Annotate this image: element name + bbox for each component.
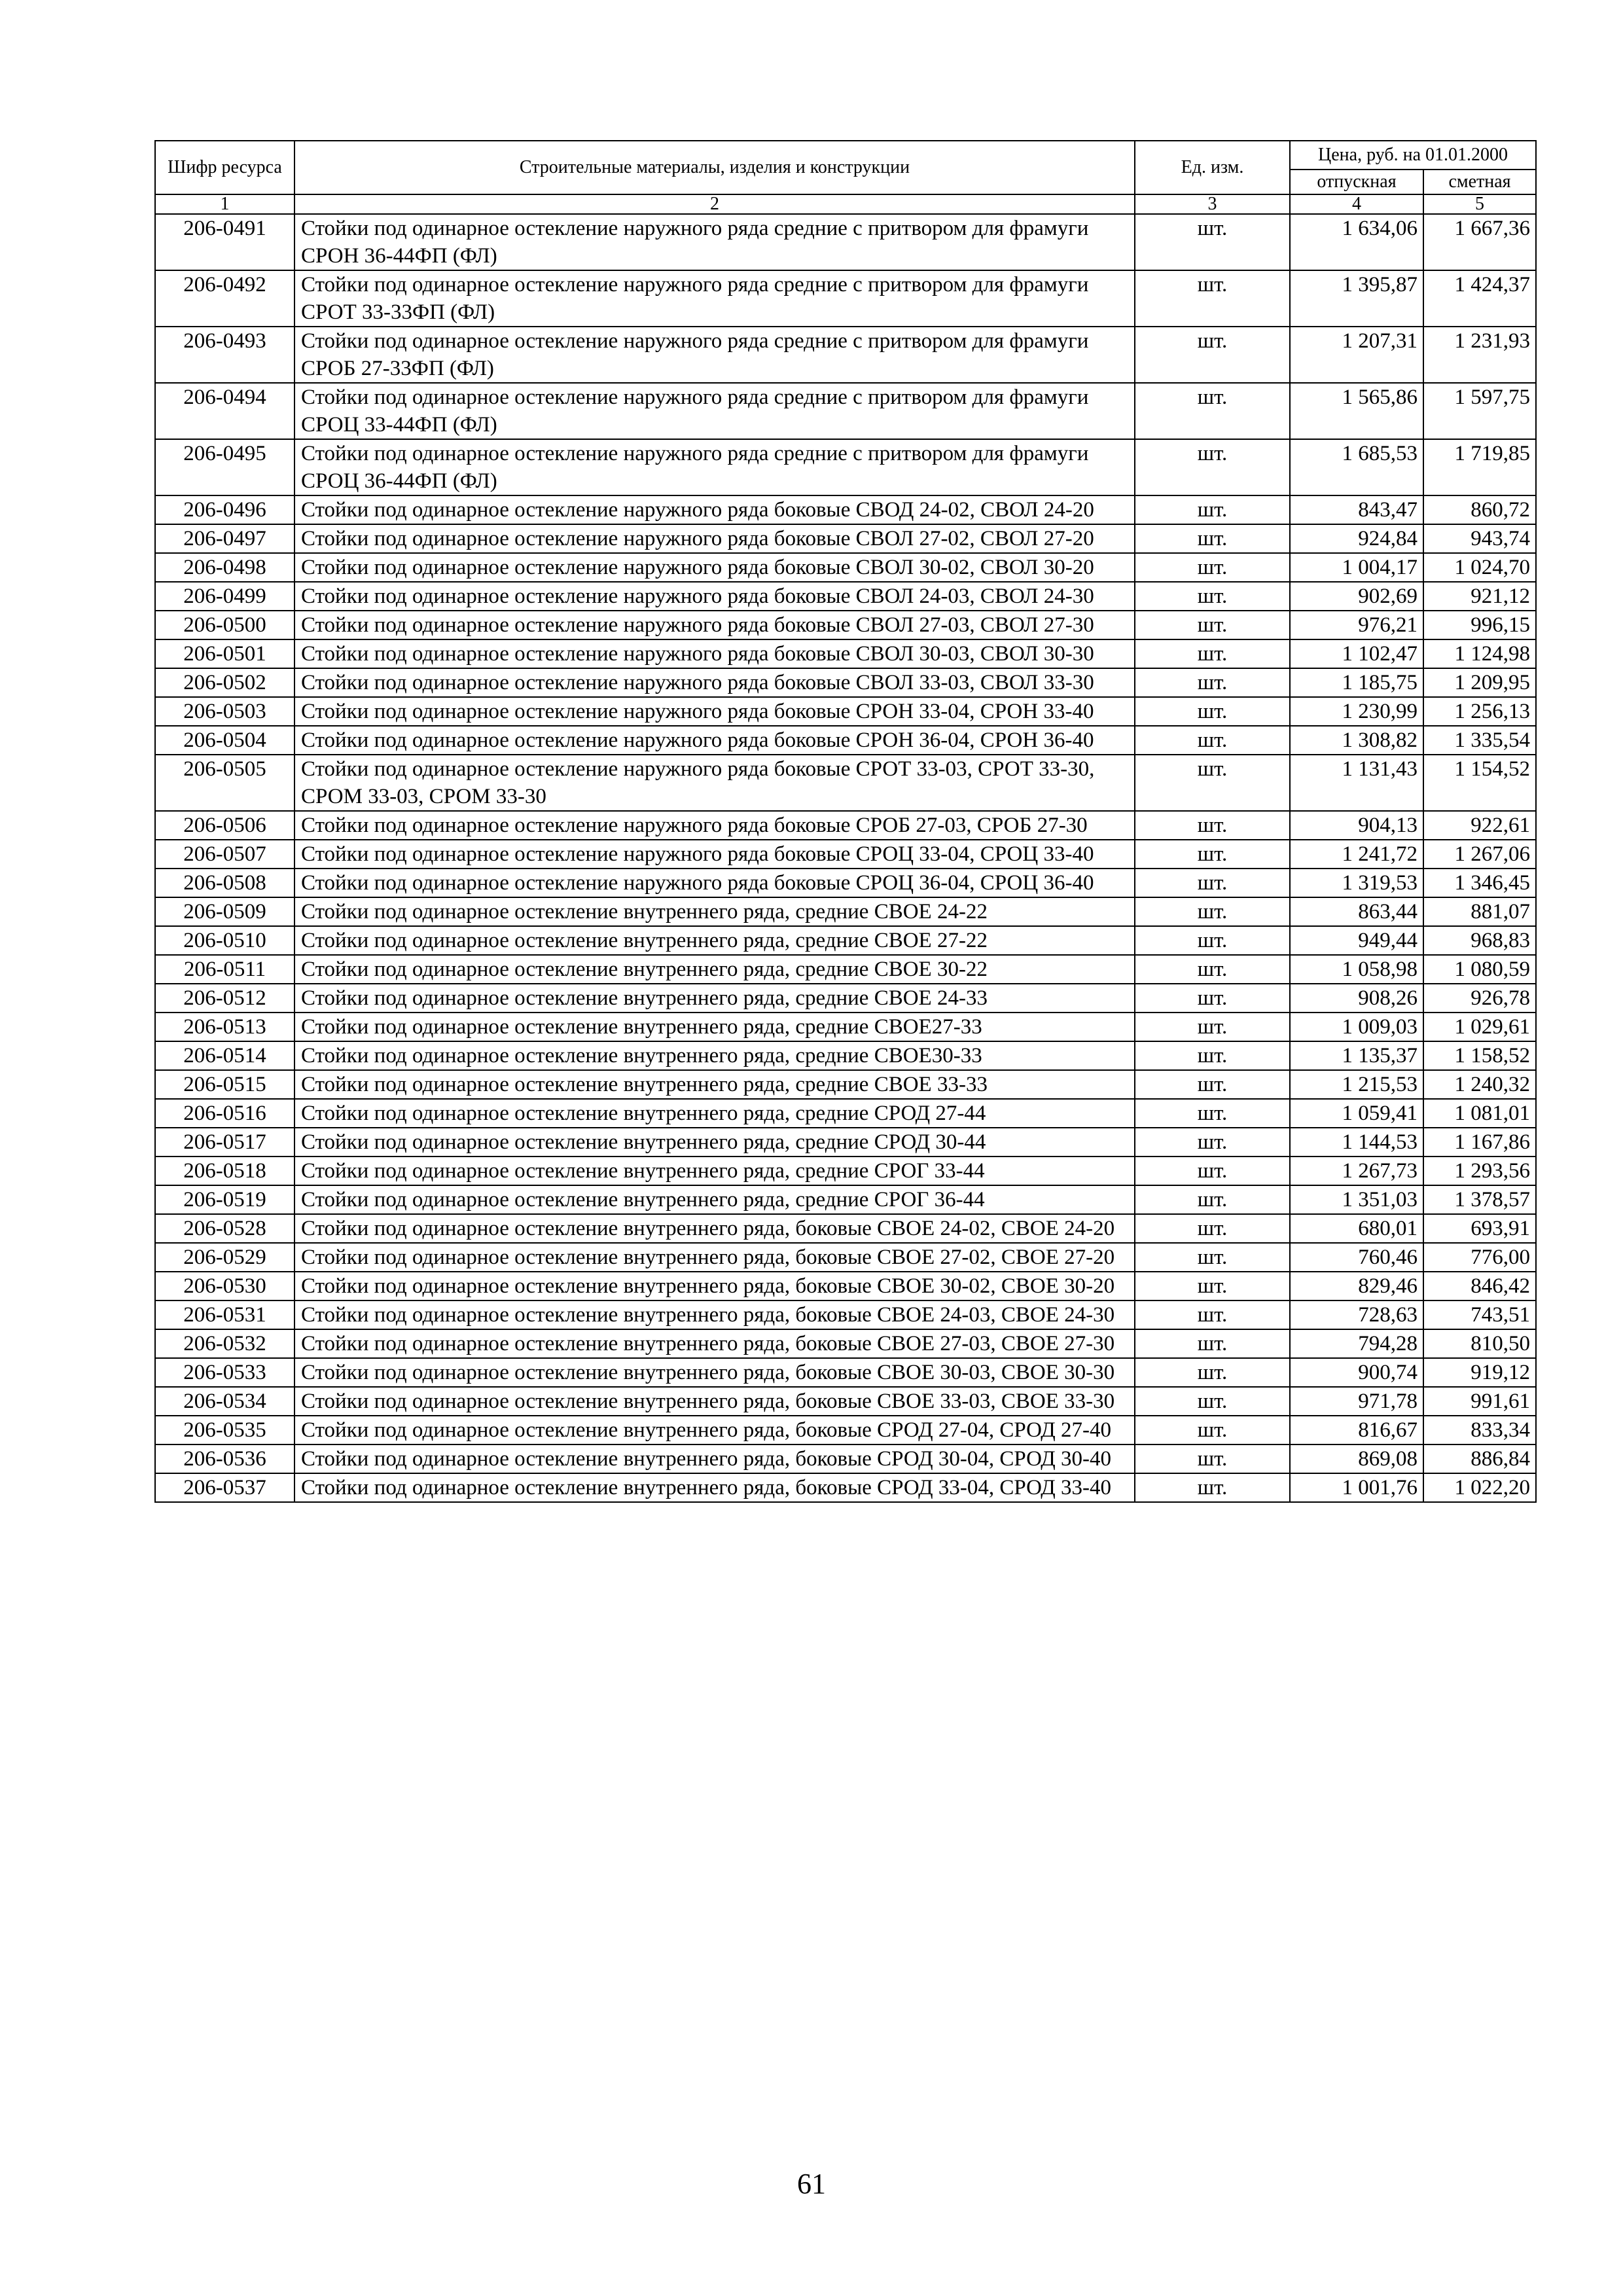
table-row <box>155 1272 1536 1300</box>
header-estimate: сметная <box>1423 170 1536 194</box>
row-release-price: 1 319,53 <box>1290 869 1423 897</box>
row-estimate-price: 886,84 <box>1423 1444 1536 1473</box>
row-estimate-price: 810,50 <box>1423 1329 1536 1358</box>
table-row <box>155 1358 1536 1387</box>
row-estimate-price: 693,91 <box>1423 1214 1536 1243</box>
row-code: 206-0497 <box>155 524 294 553</box>
table-row <box>155 214 1536 270</box>
col-number-4: 4 <box>1290 194 1423 214</box>
row-name: Стойки под одинарное остекление наружного ряда боковые СРОТ 33-03, СРОТ 33-30, СРОМ 33-03, СРОМ 33-30 <box>294 755 1135 811</box>
row-unit: шт. <box>1135 495 1290 524</box>
row-release-price: 904,13 <box>1290 811 1423 840</box>
header-unit: Ед. изм. <box>1135 141 1290 194</box>
row-release-price: 1 215,53 <box>1290 1070 1423 1099</box>
row-unit: шт. <box>1135 1128 1290 1157</box>
row-code: 206-0528 <box>155 1214 294 1243</box>
row-code: 206-0507 <box>155 840 294 869</box>
header-name: Строительные материалы, изделия и конструкции <box>294 141 1135 194</box>
table-row <box>155 1185 1536 1214</box>
row-estimate-price: 1 424,37 <box>1423 270 1536 327</box>
row-unit: шт. <box>1135 1185 1290 1214</box>
row-unit: шт. <box>1135 1013 1290 1041</box>
table-row <box>155 1070 1536 1099</box>
row-name: Стойки под одинарное остекление наружного ряда средние с притвором для фрамуги СРОТ 33-33ФП (ФЛ) <box>294 270 1135 327</box>
row-release-price: 1 185,75 <box>1290 668 1423 697</box>
row-code: 206-0509 <box>155 897 294 926</box>
row-name: Стойки под одинарное остекление наружного ряда боковые СВОЛ 24-03, СВОЛ 24-30 <box>294 582 1135 611</box>
row-code: 206-0532 <box>155 1329 294 1358</box>
row-code: 206-0534 <box>155 1387 294 1416</box>
row-code: 206-0505 <box>155 755 294 811</box>
row-code: 206-0516 <box>155 1099 294 1128</box>
row-name: Стойки под одинарное остекление наружного ряда боковые СРОН 33-04, СРОН 33-40 <box>294 697 1135 726</box>
row-estimate-price: 1 719,85 <box>1423 439 1536 495</box>
row-name: Стойки под одинарное остекление внутреннего ряда, боковые СВОЕ 33-03, СВОЕ 33-30 <box>294 1387 1135 1416</box>
header-price: Цена, руб. на 01.01.2000 <box>1290 141 1536 170</box>
table-row <box>155 1013 1536 1041</box>
row-estimate-price: 1 346,45 <box>1423 869 1536 897</box>
table-row <box>155 1473 1536 1502</box>
table-row <box>155 1128 1536 1157</box>
row-release-price: 900,74 <box>1290 1358 1423 1387</box>
row-estimate-price: 922,61 <box>1423 811 1536 840</box>
row-unit: шт. <box>1135 1099 1290 1128</box>
row-code: 206-0499 <box>155 582 294 611</box>
row-unit: шт. <box>1135 524 1290 553</box>
row-estimate-price: 1 378,57 <box>1423 1185 1536 1214</box>
row-estimate-price: 1 081,01 <box>1423 1099 1536 1128</box>
row-name: Стойки под одинарное остекление внутреннего ряда, боковые СВОЕ 30-03, СВОЕ 30-30 <box>294 1358 1135 1387</box>
row-unit: шт. <box>1135 668 1290 697</box>
row-release-price: 829,46 <box>1290 1272 1423 1300</box>
table-row <box>155 383 1536 439</box>
row-estimate-price: 1 267,06 <box>1423 840 1536 869</box>
col-number-5: 5 <box>1423 194 1536 214</box>
row-release-price: 1 058,98 <box>1290 955 1423 984</box>
row-release-price: 1 565,86 <box>1290 383 1423 439</box>
row-estimate-price: 833,34 <box>1423 1416 1536 1444</box>
row-code: 206-0494 <box>155 383 294 439</box>
row-release-price: 760,46 <box>1290 1243 1423 1272</box>
row-unit: шт. <box>1135 1272 1290 1300</box>
row-code: 206-0533 <box>155 1358 294 1387</box>
row-unit: шт. <box>1135 1358 1290 1387</box>
row-unit: шт. <box>1135 1444 1290 1473</box>
price-table <box>154 140 1537 1503</box>
row-name: Стойки под одинарное остекление внутреннего ряда, боковые СРОД 33-04, СРОД 33-40 <box>294 1473 1135 1502</box>
row-name: Стойки под одинарное остекление наружного ряда средние с притвором для фрамуги СРОН 36-44ФП (ФЛ) <box>294 214 1135 270</box>
row-name: Стойки под одинарное остекление внутреннего ряда, средние СРОГ 36-44 <box>294 1185 1135 1214</box>
row-unit: шт. <box>1135 1473 1290 1502</box>
table-row <box>155 495 1536 524</box>
row-release-price: 816,67 <box>1290 1416 1423 1444</box>
row-release-price: 1 241,72 <box>1290 840 1423 869</box>
row-code: 206-0535 <box>155 1416 294 1444</box>
table-row <box>155 726 1536 755</box>
row-estimate-price: 1 124,98 <box>1423 639 1536 668</box>
table-row <box>155 270 1536 327</box>
table-row <box>155 1041 1536 1070</box>
row-release-price: 949,44 <box>1290 926 1423 955</box>
table-row <box>155 1157 1536 1185</box>
row-release-price: 908,26 <box>1290 984 1423 1013</box>
row-release-price: 1 135,37 <box>1290 1041 1423 1070</box>
row-code: 206-0513 <box>155 1013 294 1041</box>
col-number-2: 2 <box>294 194 1135 214</box>
row-code: 206-0512 <box>155 984 294 1013</box>
row-code: 206-0519 <box>155 1185 294 1214</box>
row-unit: шт. <box>1135 840 1290 869</box>
row-name: Стойки под одинарное остекление внутреннего ряда, боковые СРОД 27-04, СРОД 27-40 <box>294 1416 1135 1444</box>
header-code: Шифр ресурса <box>155 141 294 194</box>
row-code: 206-0496 <box>155 495 294 524</box>
row-name: Стойки под одинарное остекление внутреннего ряда, средние СРОД 27-44 <box>294 1099 1135 1128</box>
row-name: Стойки под одинарное остекление внутреннего ряда, средние СВОЕ 30-22 <box>294 955 1135 984</box>
row-unit: шт. <box>1135 755 1290 811</box>
row-code: 206-0537 <box>155 1473 294 1502</box>
row-unit: шт. <box>1135 1214 1290 1243</box>
row-name: Стойки под одинарное остекление наружного ряда боковые СВОД 24-02, СВОЛ 24-20 <box>294 495 1135 524</box>
row-code: 206-0511 <box>155 955 294 984</box>
row-code: 206-0491 <box>155 214 294 270</box>
row-release-price: 1 102,47 <box>1290 639 1423 668</box>
row-name: Стойки под одинарное остекление наружного ряда боковые СВОЛ 30-02, СВОЛ 30-20 <box>294 553 1135 582</box>
table-row <box>155 439 1536 495</box>
table-row <box>155 524 1536 553</box>
row-estimate-price: 1 231,93 <box>1423 327 1536 383</box>
row-estimate-price: 919,12 <box>1423 1358 1536 1387</box>
row-release-price: 924,84 <box>1290 524 1423 553</box>
row-release-price: 680,01 <box>1290 1214 1423 1243</box>
row-name: Стойки под одинарное остекление наружного ряда боковые СРОН 36-04, СРОН 36-40 <box>294 726 1135 755</box>
row-unit: шт. <box>1135 553 1290 582</box>
row-release-price: 1 634,06 <box>1290 214 1423 270</box>
row-code: 206-0492 <box>155 270 294 327</box>
row-estimate-price: 1 293,56 <box>1423 1157 1536 1185</box>
row-code: 206-0504 <box>155 726 294 755</box>
row-name: Стойки под одинарное остекление наружного ряда средние с притвором для фрамуги СРОЦ 36-44ФП (ФЛ) <box>294 439 1135 495</box>
row-release-price: 728,63 <box>1290 1300 1423 1329</box>
row-unit: шт. <box>1135 1243 1290 1272</box>
row-name: Стойки под одинарное остекление наружного ряда боковые СВОЛ 33-03, СВОЛ 33-30 <box>294 668 1135 697</box>
table-row <box>155 755 1536 811</box>
table-row <box>155 1329 1536 1358</box>
row-unit: шт. <box>1135 726 1290 755</box>
row-release-price: 869,08 <box>1290 1444 1423 1473</box>
row-release-price: 1 267,73 <box>1290 1157 1423 1185</box>
row-release-price: 794,28 <box>1290 1329 1423 1358</box>
row-unit: шт. <box>1135 897 1290 926</box>
row-release-price: 1 009,03 <box>1290 1013 1423 1041</box>
row-release-price: 902,69 <box>1290 582 1423 611</box>
row-code: 206-0503 <box>155 697 294 726</box>
row-unit: шт. <box>1135 214 1290 270</box>
row-release-price: 976,21 <box>1290 611 1423 639</box>
row-release-price: 1 059,41 <box>1290 1099 1423 1128</box>
row-code: 206-0500 <box>155 611 294 639</box>
row-release-price: 1 131,43 <box>1290 755 1423 811</box>
row-code: 206-0531 <box>155 1300 294 1329</box>
page-number: 61 <box>797 2168 826 2200</box>
col-number-1: 1 <box>155 194 294 214</box>
row-release-price: 1 230,99 <box>1290 697 1423 726</box>
row-name: Стойки под одинарное остекление наружного ряда средние с притвором для фрамуги СРОЦ 33-44ФП (ФЛ) <box>294 383 1135 439</box>
row-estimate-price: 1 240,32 <box>1423 1070 1536 1099</box>
row-estimate-price: 1 667,36 <box>1423 214 1536 270</box>
row-release-price: 1 004,17 <box>1290 553 1423 582</box>
row-name: Стойки под одинарное остекление внутреннего ряда, средние СВОЕ30-33 <box>294 1041 1135 1070</box>
row-code: 206-0493 <box>155 327 294 383</box>
row-code: 206-0530 <box>155 1272 294 1300</box>
row-name: Стойки под одинарное остекление наружного ряда боковые СРОБ 27-03, СРОБ 27-30 <box>294 811 1135 840</box>
table-body <box>155 214 1536 1502</box>
row-code: 206-0514 <box>155 1041 294 1070</box>
row-release-price: 1 308,82 <box>1290 726 1423 755</box>
row-code: 206-0498 <box>155 553 294 582</box>
row-estimate-price: 1 080,59 <box>1423 955 1536 984</box>
table-row <box>155 668 1536 697</box>
row-name: Стойки под одинарное остекление наружного ряда боковые СВОЛ 27-02, СВОЛ 27-20 <box>294 524 1135 553</box>
row-release-price: 843,47 <box>1290 495 1423 524</box>
table-row <box>155 327 1536 383</box>
row-name: Стойки под одинарное остекление внутреннего ряда, средние СВОЕ 27-22 <box>294 926 1135 955</box>
row-estimate-price: 968,83 <box>1423 926 1536 955</box>
row-estimate-price: 1 256,13 <box>1423 697 1536 726</box>
row-unit: шт. <box>1135 1041 1290 1070</box>
row-name: Стойки под одинарное остекление внутреннего ряда, средние СВОЕ 33-33 <box>294 1070 1135 1099</box>
row-estimate-price: 1 597,75 <box>1423 383 1536 439</box>
row-estimate-price: 881,07 <box>1423 897 1536 926</box>
table-row <box>155 897 1536 926</box>
row-unit: шт. <box>1135 697 1290 726</box>
table-row <box>155 869 1536 897</box>
row-estimate-price: 846,42 <box>1423 1272 1536 1300</box>
table-row <box>155 582 1536 611</box>
row-estimate-price: 743,51 <box>1423 1300 1536 1329</box>
row-unit: шт. <box>1135 1416 1290 1444</box>
row-unit: шт. <box>1135 926 1290 955</box>
row-name: Стойки под одинарное остекление наружного ряда боковые СВОЛ 27-03, СВОЛ 27-30 <box>294 611 1135 639</box>
table-row <box>155 1243 1536 1272</box>
table-row <box>155 611 1536 639</box>
row-estimate-price: 1 335,54 <box>1423 726 1536 755</box>
row-estimate-price: 926,78 <box>1423 984 1536 1013</box>
row-code: 206-0495 <box>155 439 294 495</box>
row-unit: шт. <box>1135 270 1290 327</box>
row-estimate-price: 1 167,86 <box>1423 1128 1536 1157</box>
row-name: Стойки под одинарное остекление наружного ряда средние с притвором для фрамуги СРОБ 27-33ФП (ФЛ) <box>294 327 1135 383</box>
table-row <box>155 811 1536 840</box>
row-name: Стойки под одинарное остекление внутреннего ряда, средние СРОГ 33-44 <box>294 1157 1135 1185</box>
row-name: Стойки под одинарное остекление внутреннего ряда, боковые СРОД 30-04, СРОД 30-40 <box>294 1444 1135 1473</box>
row-name: Стойки под одинарное остекление внутреннего ряда, боковые СВОЕ 27-02, СВОЕ 27-20 <box>294 1243 1135 1272</box>
row-unit: шт. <box>1135 1070 1290 1099</box>
row-unit: шт. <box>1135 639 1290 668</box>
row-unit: шт. <box>1135 439 1290 495</box>
row-estimate-price: 1 158,52 <box>1423 1041 1536 1070</box>
table-row <box>155 955 1536 984</box>
row-code: 206-0515 <box>155 1070 294 1099</box>
row-unit: шт. <box>1135 582 1290 611</box>
row-code: 206-0510 <box>155 926 294 955</box>
row-estimate-price: 943,74 <box>1423 524 1536 553</box>
row-name: Стойки под одинарное остекление наружного ряда боковые СВОЛ 30-03, СВОЛ 30-30 <box>294 639 1135 668</box>
row-name: Стойки под одинарное остекление внутреннего ряда, средние СВОЕ27-33 <box>294 1013 1135 1041</box>
col-number-3: 3 <box>1135 194 1290 214</box>
row-code: 206-0501 <box>155 639 294 668</box>
row-name: Стойки под одинарное остекление внутреннего ряда, боковые СВОЕ 27-03, СВОЕ 27-30 <box>294 1329 1135 1358</box>
row-name: Стойки под одинарное остекление наружного ряда боковые СРОЦ 33-04, СРОЦ 33-40 <box>294 840 1135 869</box>
row-code: 206-0517 <box>155 1128 294 1157</box>
row-name: Стойки под одинарное остекление внутреннего ряда, боковые СВОЕ 30-02, СВОЕ 30-20 <box>294 1272 1135 1300</box>
row-name: Стойки под одинарное остекление внутреннего ряда, средние СВОЕ 24-22 <box>294 897 1135 926</box>
row-release-price: 1 685,53 <box>1290 439 1423 495</box>
row-estimate-price: 860,72 <box>1423 495 1536 524</box>
row-estimate-price: 991,61 <box>1423 1387 1536 1416</box>
row-code: 206-0502 <box>155 668 294 697</box>
table-row <box>155 840 1536 869</box>
row-unit: шт. <box>1135 984 1290 1013</box>
row-release-price: 1 144,53 <box>1290 1128 1423 1157</box>
row-estimate-price: 776,00 <box>1423 1243 1536 1272</box>
table-row <box>155 1387 1536 1416</box>
row-release-price: 1 001,76 <box>1290 1473 1423 1502</box>
row-release-price: 971,78 <box>1290 1387 1423 1416</box>
table-row <box>155 1099 1536 1128</box>
row-unit: шт. <box>1135 1329 1290 1358</box>
row-name: Стойки под одинарное остекление внутреннего ряда, боковые СВОЕ 24-03, СВОЕ 24-30 <box>294 1300 1135 1329</box>
row-release-price: 1 395,87 <box>1290 270 1423 327</box>
row-release-price: 1 207,31 <box>1290 327 1423 383</box>
row-unit: шт. <box>1135 383 1290 439</box>
row-unit: шт. <box>1135 327 1290 383</box>
row-code: 206-0506 <box>155 811 294 840</box>
row-estimate-price: 996,15 <box>1423 611 1536 639</box>
header-release: отпускная <box>1290 170 1423 194</box>
table-row <box>155 1444 1536 1473</box>
row-code: 206-0536 <box>155 1444 294 1473</box>
row-estimate-price: 1 029,61 <box>1423 1013 1536 1041</box>
row-code: 206-0508 <box>155 869 294 897</box>
row-release-price: 863,44 <box>1290 897 1423 926</box>
row-name: Стойки под одинарное остекление внутреннего ряда, средние СРОД 30-44 <box>294 1128 1135 1157</box>
row-release-price: 1 351,03 <box>1290 1185 1423 1214</box>
table-row <box>155 984 1536 1013</box>
table-row <box>155 697 1536 726</box>
table-row <box>155 553 1536 582</box>
row-estimate-price: 921,12 <box>1423 582 1536 611</box>
row-unit: шт. <box>1135 1300 1290 1329</box>
row-unit: шт. <box>1135 869 1290 897</box>
row-code: 206-0529 <box>155 1243 294 1272</box>
row-unit: шт. <box>1135 611 1290 639</box>
row-estimate-price: 1 022,20 <box>1423 1473 1536 1502</box>
row-unit: шт. <box>1135 955 1290 984</box>
row-name: Стойки под одинарное остекление наружного ряда боковые СРОЦ 36-04, СРОЦ 36-40 <box>294 869 1135 897</box>
row-name: Стойки под одинарное остекление внутреннего ряда, средние СВОЕ 24-33 <box>294 984 1135 1013</box>
table-row <box>155 1416 1536 1444</box>
row-unit: шт. <box>1135 811 1290 840</box>
table-row <box>155 926 1536 955</box>
row-estimate-price: 1 209,95 <box>1423 668 1536 697</box>
row-estimate-price: 1 024,70 <box>1423 553 1536 582</box>
row-unit: шт. <box>1135 1157 1290 1185</box>
row-name: Стойки под одинарное остекление внутреннего ряда, боковые СВОЕ 24-02, СВОЕ 24-20 <box>294 1214 1135 1243</box>
table-header <box>155 141 1536 214</box>
table-row <box>155 1300 1536 1329</box>
table-row <box>155 639 1536 668</box>
table-row <box>155 1214 1536 1243</box>
row-unit: шт. <box>1135 1387 1290 1416</box>
row-estimate-price: 1 154,52 <box>1423 755 1536 811</box>
row-code: 206-0518 <box>155 1157 294 1185</box>
